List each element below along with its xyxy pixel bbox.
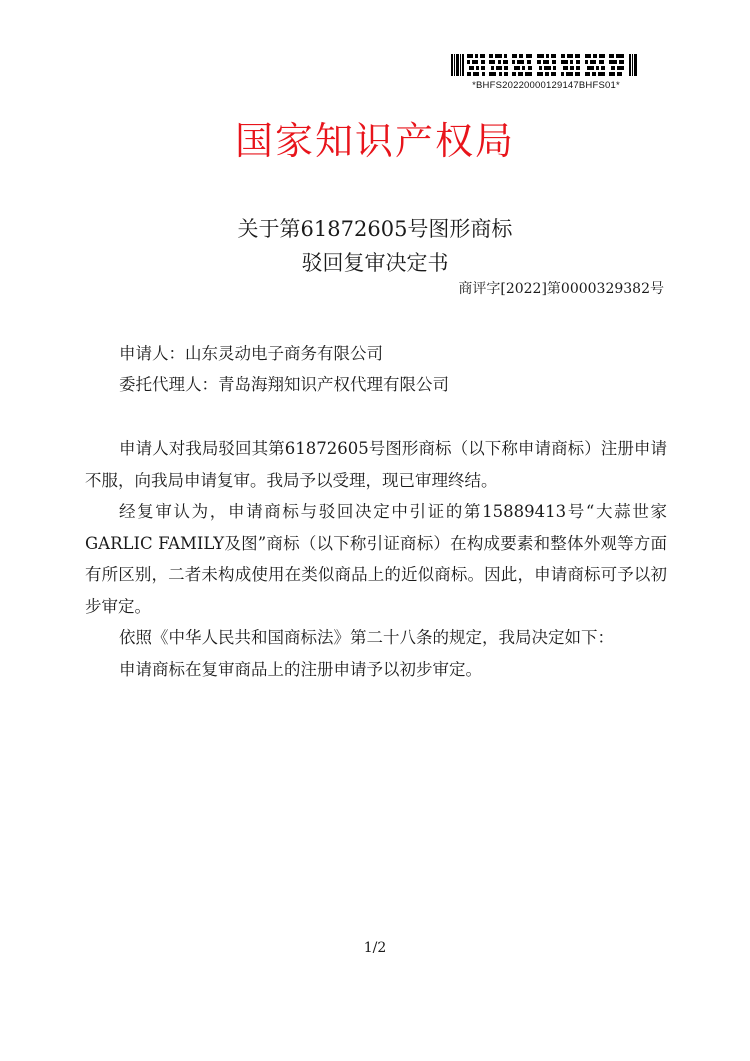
- barcode-image: [451, 52, 639, 78]
- paragraph-decision: 申请商标在复审商品上的注册申请予以初步审定。: [119, 659, 482, 679]
- decision-body: [85, 433, 667, 685]
- document-number: 商评字[2022]第0000329382号: [458, 281, 664, 297]
- paragraph-request: 申请人对我局驳回其第61872605号图形商标（以下称申请商标）注册申请不服，向我局申请复审。我局予以受理，现已审理终结。: [85, 439, 667, 490]
- office-title: 国家知识产权局: [234, 119, 515, 163]
- document-title-line-1: 关于第61872605号图形商标: [237, 217, 513, 241]
- page-number: 1/2: [363, 940, 387, 956]
- paragraph-review-opinion: 经复审认为，申请商标与驳回决定中引证的第15889413号“大蒜世家GARLIC FAMILY及图”商标（以下称引证商标）在构成要素和整体外观等方面有所区别，二者未构成使用在类似商品上的近似商标。因此，申请商标可予以初步审定。: [85, 502, 667, 616]
- paragraph-legal-basis: 依照《中华人民共和国商标法》第二十八条的规定，我局决定如下：: [119, 628, 614, 647]
- agent-line: 委托代理人：青岛海翔知识产权代理有限公司: [119, 375, 449, 394]
- applicant-line: 申请人：山东灵动电子商务有限公司: [119, 344, 383, 363]
- document-title-line-2: 驳回复审决定书: [301, 251, 449, 275]
- barcode-text: *BHFS20220000129147BHFS01*: [472, 80, 620, 91]
